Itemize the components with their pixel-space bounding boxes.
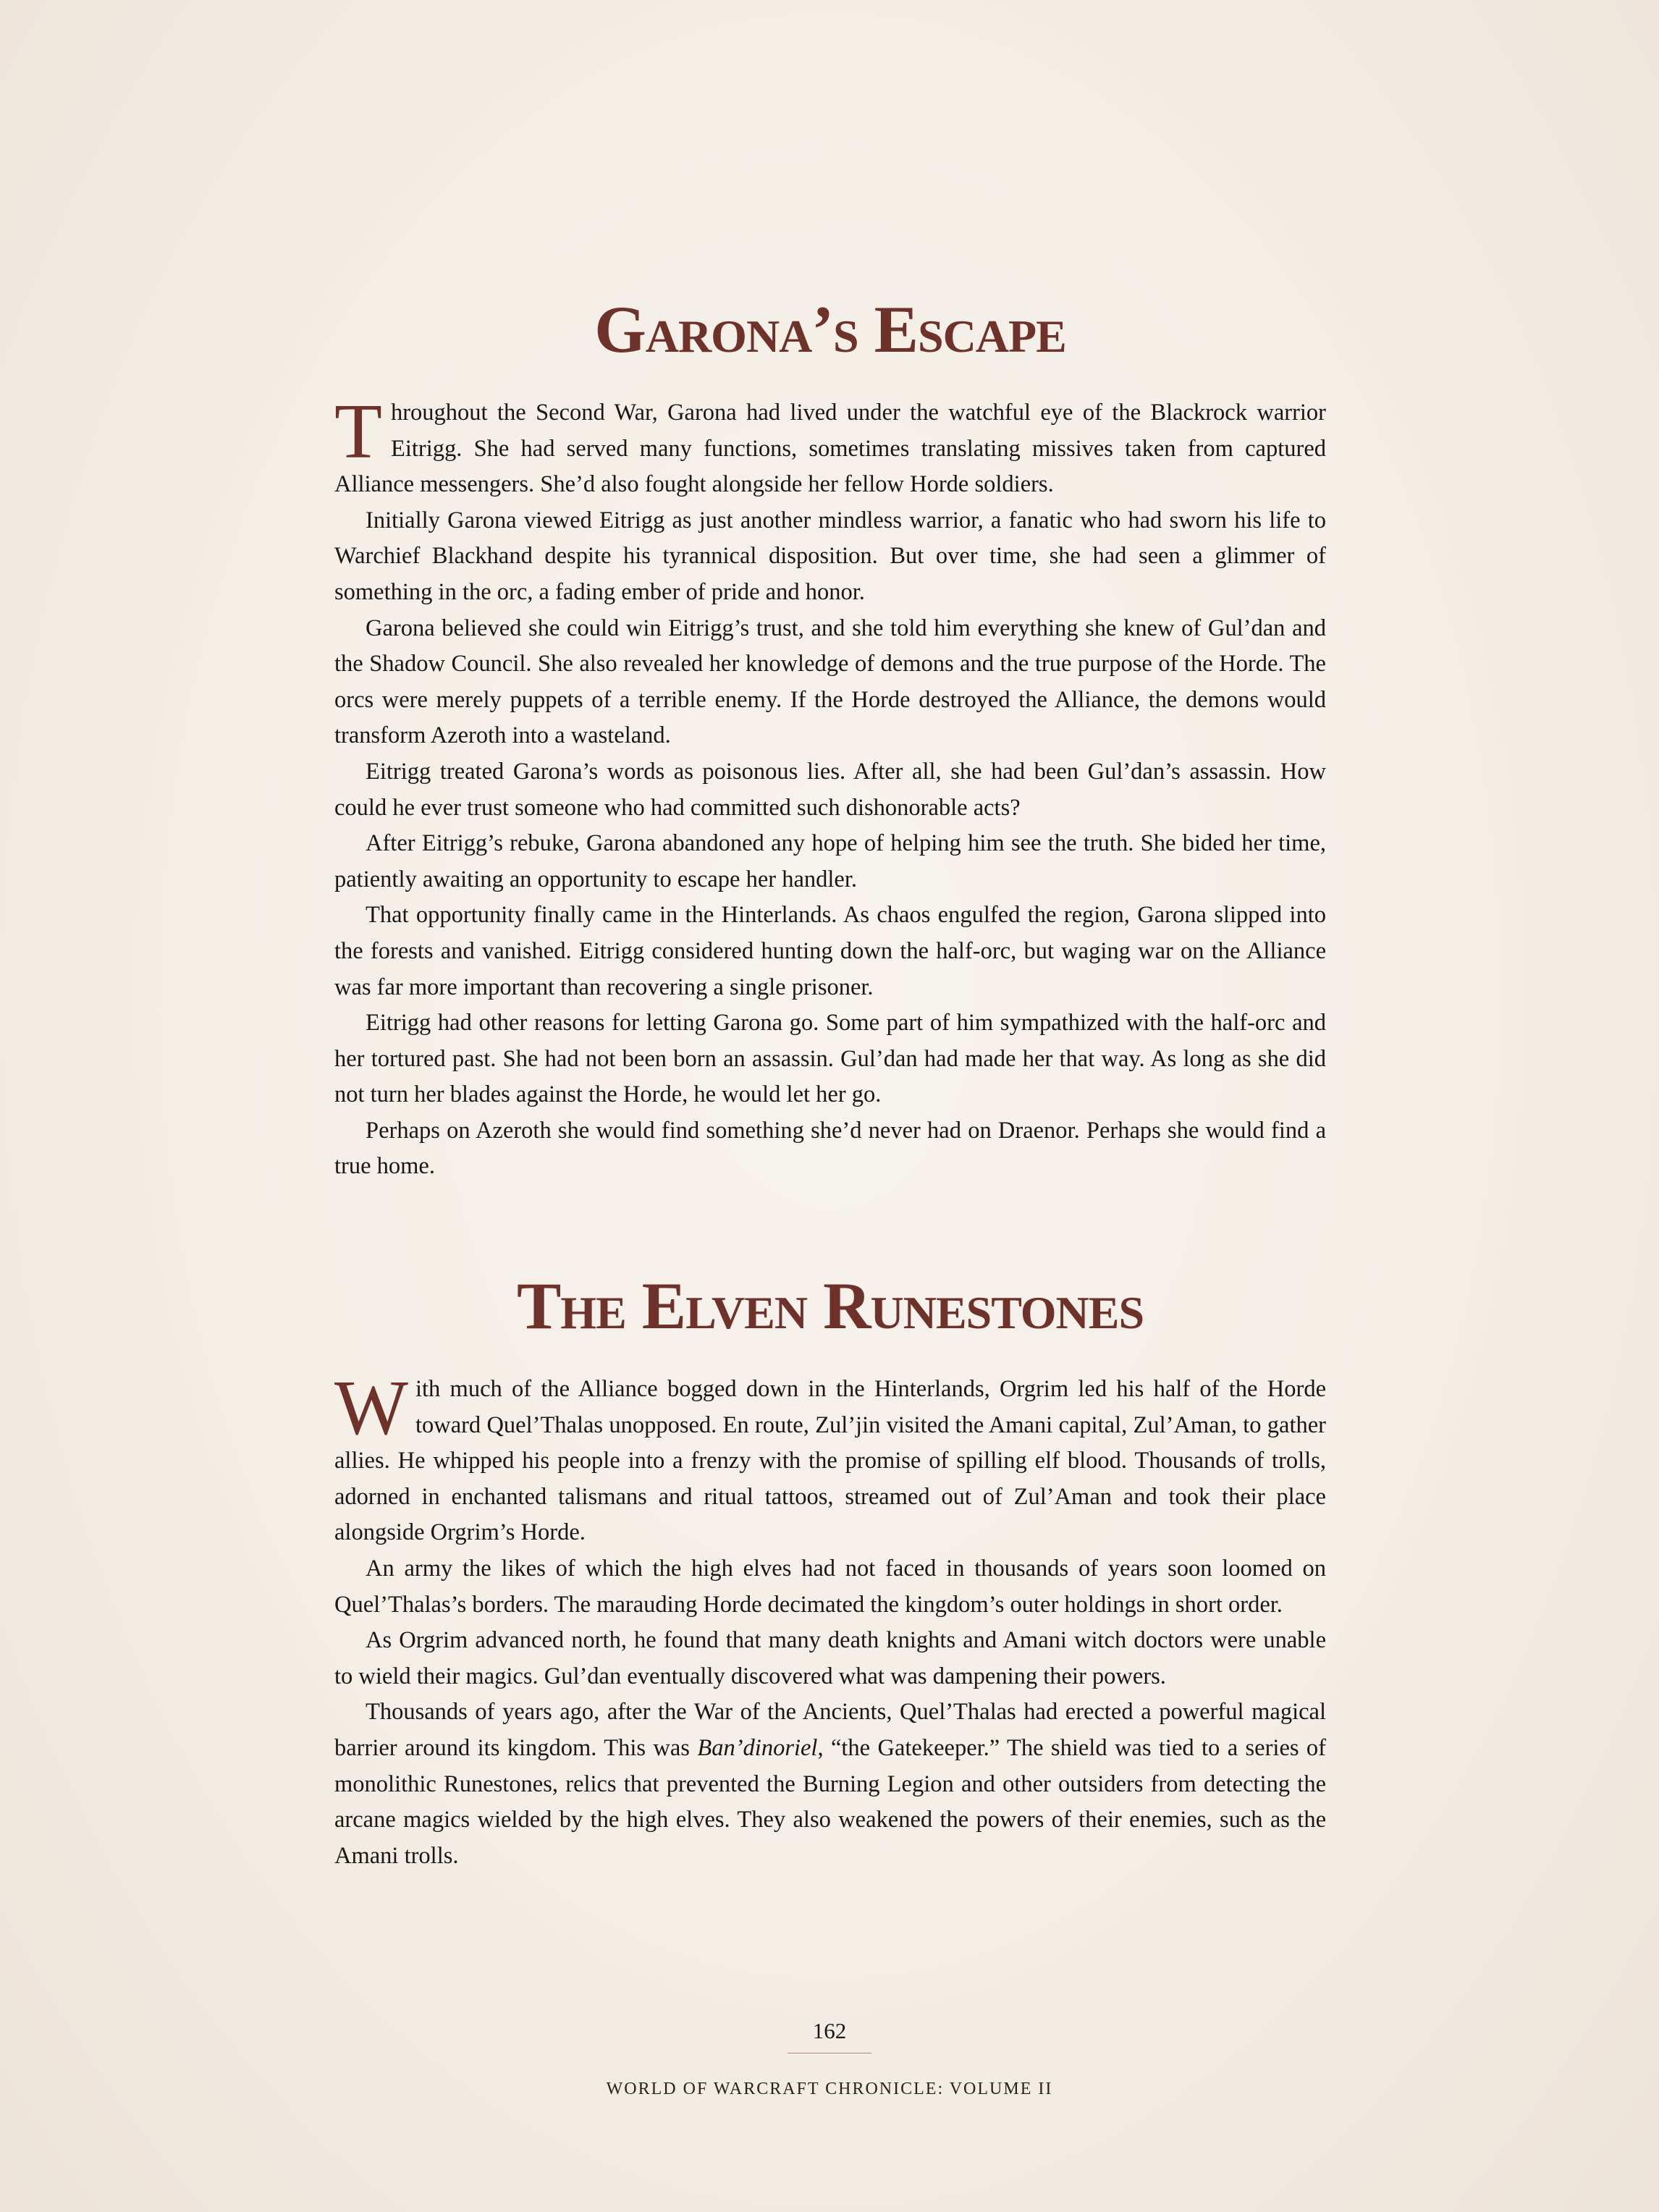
paragraph: That opportunity finally came in the Hinterlands. As chaos engulfed the region, Garona slipped into the forests and vanished. Eitrigg considered hunting down the half-orc, but waging war on the Alliance was far more important than recovering a single prisoner. [334,902,1326,1000]
section-title-garonas-escape: Garona’s Escape [594,292,1066,366]
page-number: 162 [812,2018,847,2043]
section-body-elven-runestones [334,1365,1326,1874]
paragraph-text: , “the Gatekeeper.” The shield was tied to a series of monolithic Runestones, relics that prevented the Burning Legion and other outsiders from detecting the arcane magics wielded by the high elves. They also weakened the powers of their enemies, such as the Amani trolls. [334,1735,1326,1869]
paragraph [334,389,1326,503]
section-title-elven-runestones: The Elven Runestones [516,1269,1144,1343]
drop-cap: W [334,1365,408,1452]
paragraph: Eitrigg treated Garona’s words as poisonous lies. After all, she had been Gul’dan’s assassin. How could he ever trust someone who had committed such dishonorable acts? [334,758,1326,821]
italic-term: Ban’dinoriel [697,1735,818,1761]
paragraph: Perhaps on Azeroth she would find something she’d never had on Draenor. Perhaps she would find a true home. [334,1117,1326,1180]
paragraph: Garona believed she could win Eitrigg’s trust, and she told him everything she knew of Gul’dan and the Shadow Council. She also revealed her knowledge of demons and the true purpose of the Horde. The orcs were merely puppets of a terrible enemy. If the Horde destroyed the Alliance, the demons would transform Azeroth into a wasteland. [334,615,1326,749]
section-body-garonas-escape [334,389,1326,1185]
paragraph [334,1365,1326,1551]
paragraph: After Eitrigg’s rebuke, Garona abandoned any hope of helping him see the truth. She bided her time, patiently awaiting an opportunity to escape her handler. [334,830,1326,892]
paragraph: Initially Garona viewed Eitrigg as just another mindless warrior, a fanatic who had sworn his life to Warchief Blackhand despite his tyrannical disposition. But over time, she had seen a glimmer of something in the orc, a fading ember of pride and honor. [334,507,1326,605]
paragraph-text: ith much of the Alliance bogged down in the Hinterlands, Orgrim led his half of the Horde toward Quel’Thalas unopposed. En route, Zul’jin visited the Amani capital, Zul’Aman, to gather allies. He whipped his people into a frenzy with the promise of spilling elf blood. Thousands of trolls, adorned in enchanted talismans and ritual tattoos, streamed out of Zul’Aman and took their place alongside Orgrim’s Horde. [334,1376,1326,1546]
paragraph [334,1694,1326,1874]
paragraph: Eitrigg had other reasons for letting Garona go. Some part of him sympathized with the half-orc and her tortured past. She had not been born an assassin. Gul’dan had made her that way. As long as she did not turn her blades against the Horde, he would let her go. [334,1010,1326,1108]
page-content [334,290,1326,1874]
paragraph-text: Thousands of years ago, after the War of the Ancients, Quel’Thalas had erected a powerful magical barrier around its kingdom. This was [334,1699,1326,1761]
paragraph-text: hroughout the Second War, Garona had lived under the watchful eye of the Blackrock warrior Eitrigg. She had served many functions, sometimes translating missives taken from captured Alliance messengers. She’d also fought alongside her fellow Horde soldiers. [334,400,1326,498]
page-footer [0,2017,1659,2099]
running-title: WORLD OF WARCRAFT CHRONICLE: VOLUME II [606,2080,1053,2098]
drop-cap: T [334,389,382,475]
paragraph: An army the likes of which the high elves had not faced in thousands of years soon loomed on Quel’Thalas’s borders. The marauding Horde decimated the kingdom’s outer holdings in short order. [334,1555,1326,1618]
paragraph: As Orgrim advanced north, he found that many death knights and Amani witch doctors were unable to wield their magics. Gul’dan eventually discovered what was dampening their powers. [334,1627,1326,1689]
